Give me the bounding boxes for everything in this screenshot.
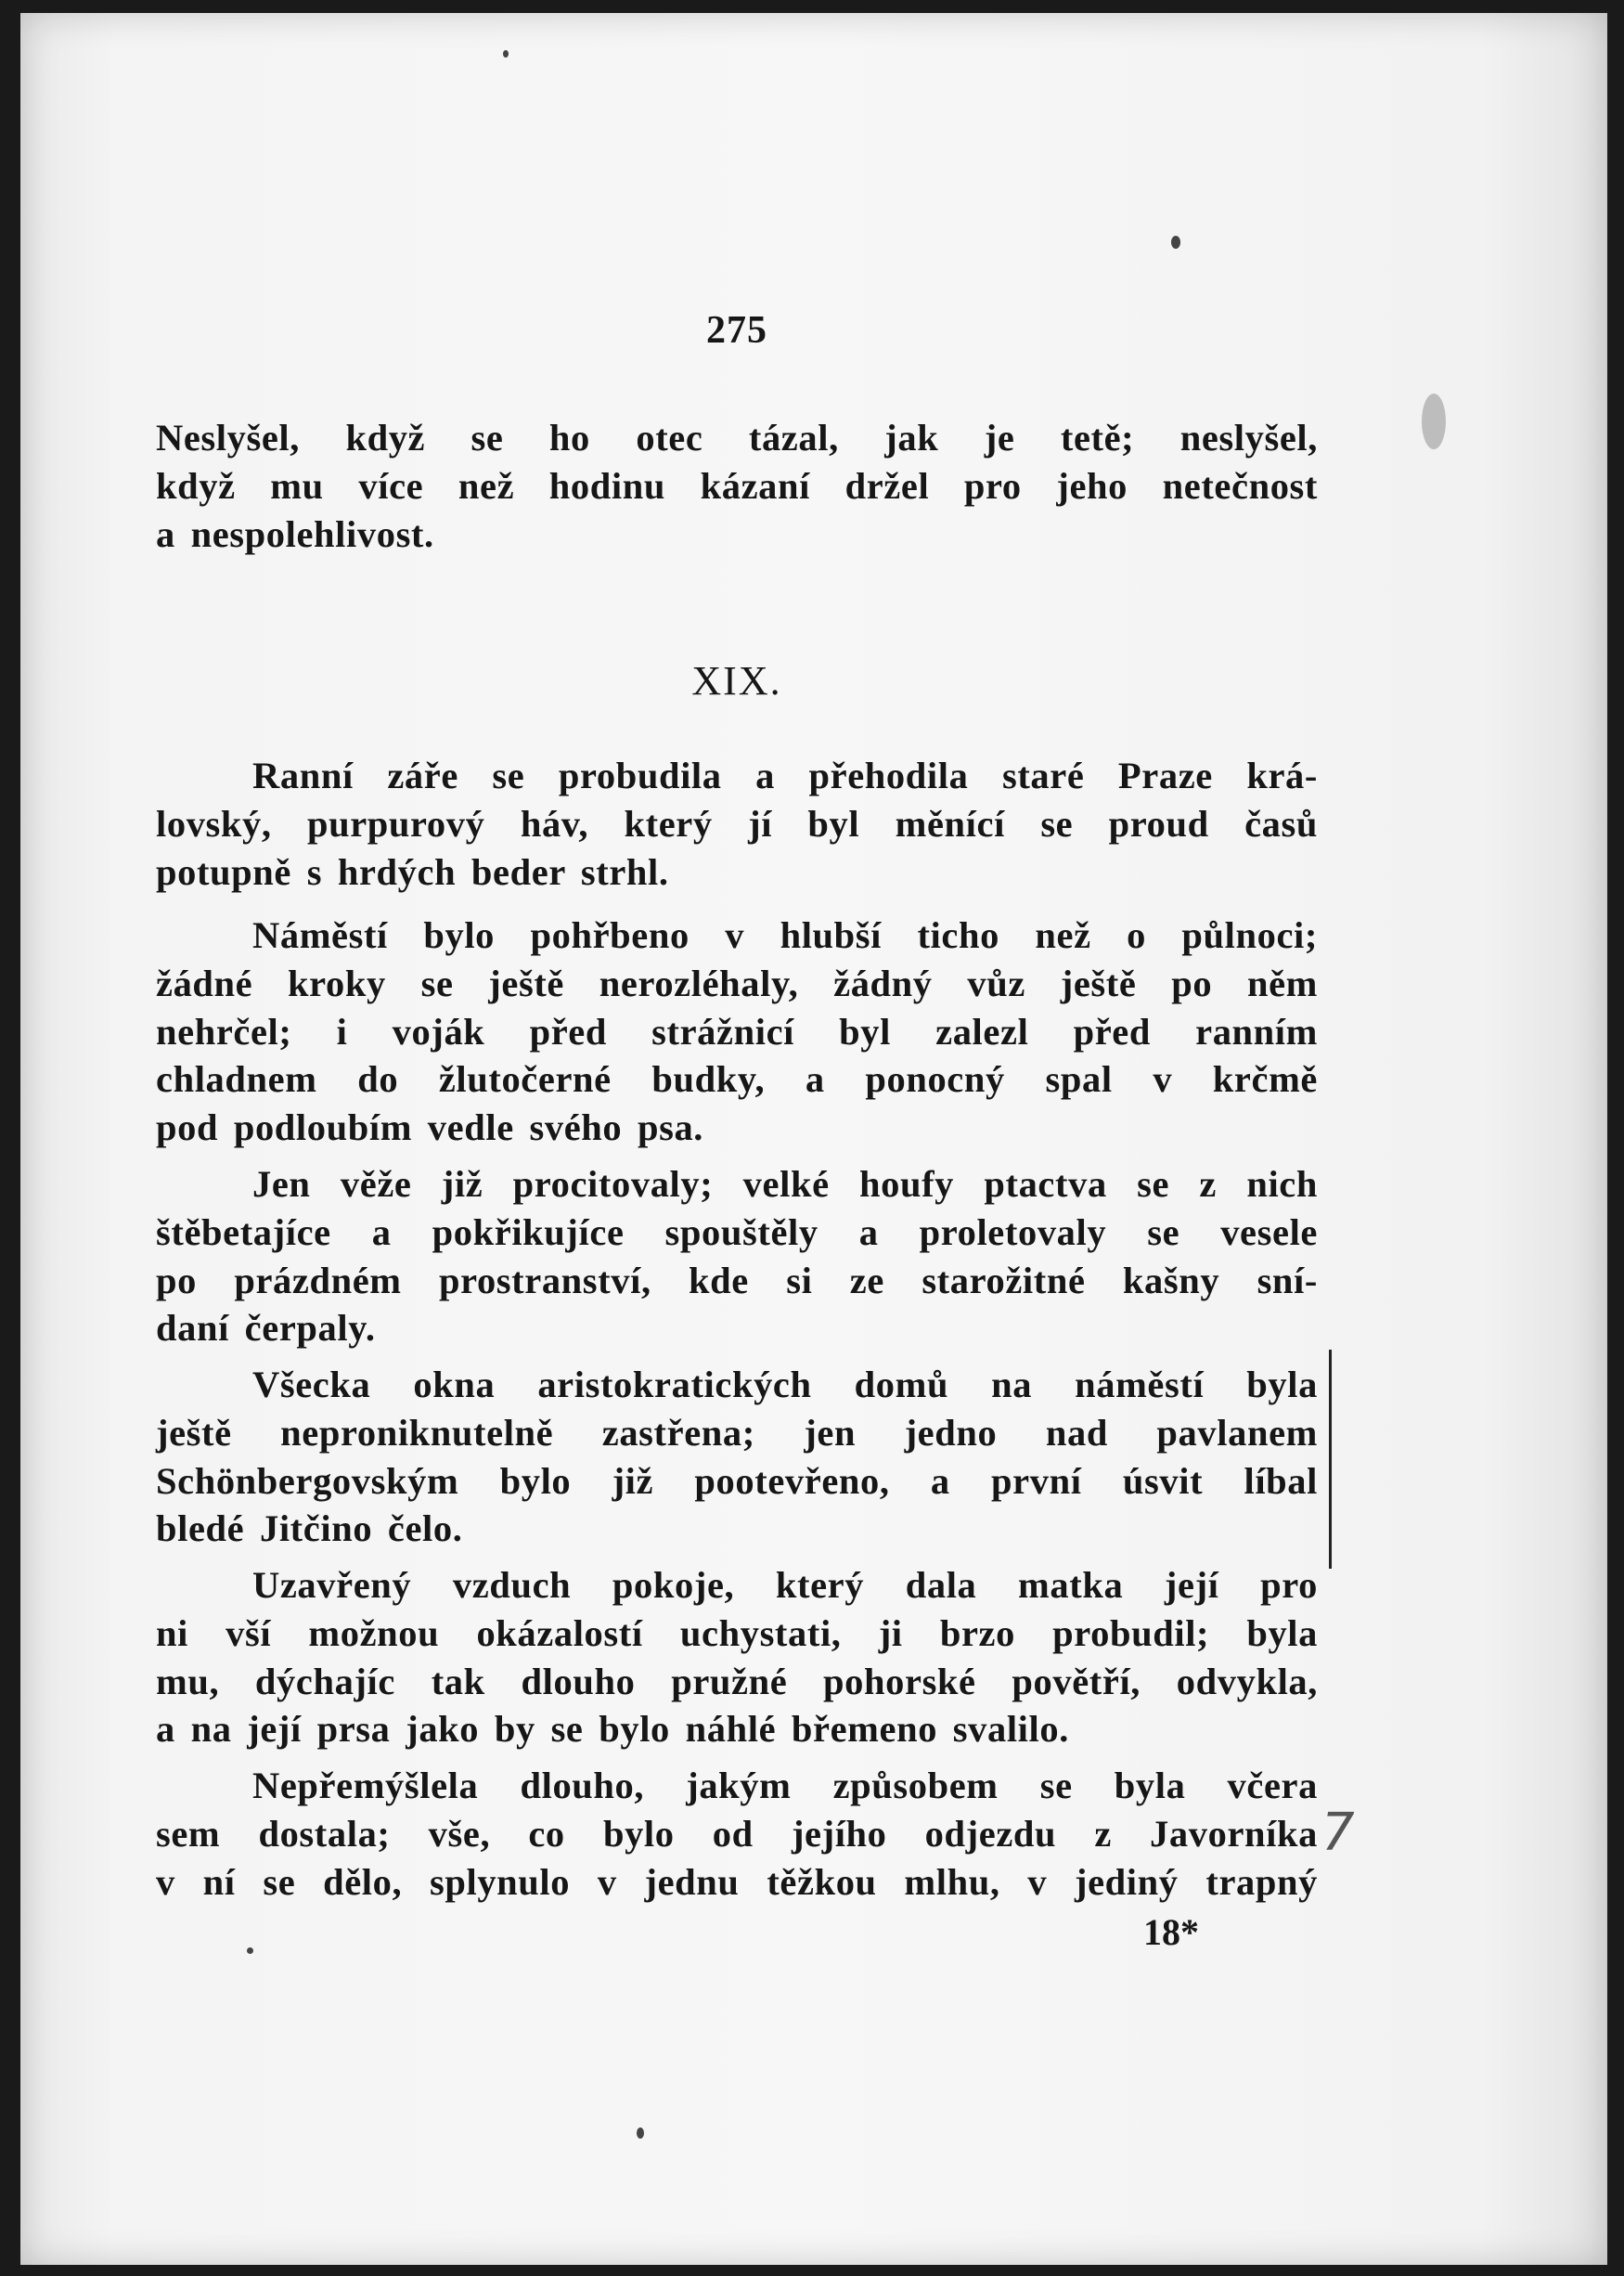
- text-line: mu, dýchajíc tak dlouho pružné pohorské povětří, odvykla,: [156, 1660, 1318, 1702]
- page-number: 275: [706, 309, 767, 352]
- ink-speck: [503, 50, 509, 58]
- text-line: pod podloubím vedle svého psa.: [156, 1106, 704, 1149]
- text-line: ni vší možnou okázalostí uchystati, ji brzo probudil; byla: [156, 1611, 1318, 1654]
- margin-line: [1329, 1350, 1332, 1569]
- book-page: [20, 13, 1607, 2265]
- text-line: a nespolehlivost.: [156, 512, 434, 555]
- signature-mark: 18*: [1143, 1911, 1199, 1953]
- text-line: štěbetajíce a pokřikujíce spouštěly a proletovaly se vesele: [156, 1210, 1318, 1253]
- text-line: ještě neproniknutelně zastřena; jen jedno nad pavlanem: [156, 1411, 1318, 1454]
- chapter-heading: XIX.: [691, 658, 782, 704]
- text-line: když mu více než hodinu kázaní držel pro jeho netečnost: [156, 464, 1318, 507]
- text-line: žádné kroky se ještě nerozléhaly, žádný vůz ještě po něm: [156, 962, 1318, 1004]
- paragraph-continuation: [156, 414, 1318, 558]
- text-line: a na její prsa jako by se bylo náhlé břemeno svalilo.: [156, 1708, 1069, 1751]
- paragraph: [156, 1160, 1318, 1352]
- ink-speck: [637, 2127, 644, 2139]
- text-line: Náměstí bylo pohřbeno v hlubší ticho než o půlnoci;: [252, 914, 1318, 956]
- paragraph: [156, 1762, 1318, 1906]
- text-line: chladnem do žlutočerné budky, a ponocný spal v krčmě: [156, 1058, 1318, 1101]
- text-line: lovský, purpurový háv, který jí byl měnící se proud časů: [156, 802, 1318, 845]
- text-line: po prázdném prostranství, kde si ze starožitné kašny sní-: [156, 1259, 1318, 1301]
- ink-speck: [247, 1947, 253, 1954]
- text-line: daní čerpaly.: [156, 1307, 376, 1350]
- paragraph: [156, 752, 1318, 896]
- text-line: Všecka okna aristokratických domů na náměstí byla: [252, 1364, 1318, 1405]
- margin-note: 7: [1321, 1803, 1355, 1863]
- text-line: Neslyšel, když se ho otec tázal, jak je tetě; neslyšel,: [156, 417, 1318, 459]
- text-line: Nepřemýšlela dlouho, jakým způsobem se byla včera: [252, 1765, 1318, 1806]
- ink-speck: [1171, 236, 1180, 249]
- paragraph: [156, 1361, 1318, 1553]
- text-line: potupně s hrdých beder strhl.: [156, 850, 669, 893]
- text-line: Jen věže již procitovaly; velké houfy ptactva se z nich: [252, 1163, 1318, 1205]
- text-line: Uzavřený vzduch pokoje, který dala matka její pro: [252, 1564, 1318, 1606]
- text-line: Schönbergovským bylo již pootevřeno, a první úsvit líbal: [156, 1459, 1318, 1502]
- ink-speck: [1422, 394, 1446, 449]
- text-line: v ní se dělo, splynulo v jednu těžkou mlhu, v jediný trapný: [156, 1860, 1318, 1903]
- text-line: Ranní záře se probudila a přehodila staré Praze krá-: [252, 755, 1318, 796]
- paragraph: [156, 1561, 1318, 1753]
- text-line: nehrčel; i voják před strážnicí byl zalezl před ranním: [156, 1010, 1318, 1053]
- text-line: bledé Jitčino čelo.: [156, 1507, 463, 1550]
- text-line: sem dostala; vše, co bylo od jejího odjezdu z Javorníka: [156, 1812, 1318, 1855]
- paragraph: [156, 912, 1318, 1152]
